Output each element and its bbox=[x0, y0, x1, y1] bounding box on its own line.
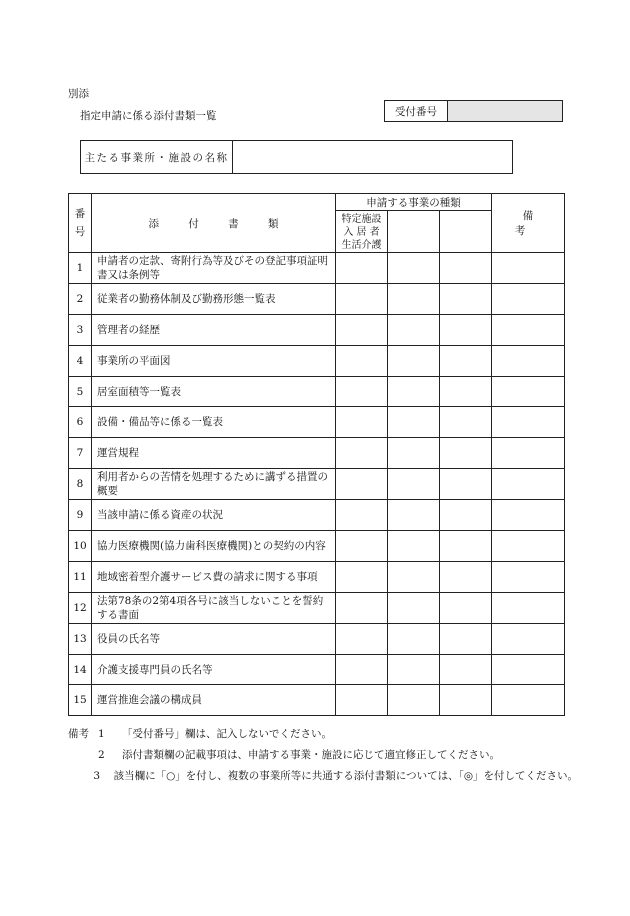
service-check-cell[interactable] bbox=[336, 654, 388, 685]
document-name: 運営規程 bbox=[92, 438, 336, 469]
service-check-cell[interactable] bbox=[336, 685, 388, 716]
service-check-cell[interactable] bbox=[440, 376, 492, 407]
document-name: 運営推進会議の構成員 bbox=[92, 685, 336, 716]
remarks-cell[interactable] bbox=[492, 469, 565, 500]
table-row bbox=[69, 592, 565, 623]
service-column-header bbox=[388, 211, 440, 253]
attachments-table bbox=[68, 193, 565, 716]
service-check-cell[interactable] bbox=[336, 561, 388, 592]
service-check-cell[interactable] bbox=[440, 469, 492, 500]
service-check-cell[interactable] bbox=[336, 314, 388, 345]
document-name: 管理者の経歴 bbox=[92, 314, 336, 345]
service-check-cell[interactable] bbox=[388, 253, 440, 284]
row-number: 4 bbox=[69, 345, 92, 376]
service-check-cell[interactable] bbox=[388, 561, 440, 592]
row-number: 12 bbox=[69, 592, 92, 623]
service-check-cell[interactable] bbox=[440, 623, 492, 654]
remarks-cell[interactable] bbox=[492, 623, 565, 654]
note-text: 該当欄に「○」を付し、複数の事業所等に共通する添付書類については、「◎」を付してください。 bbox=[113, 770, 578, 782]
remarks-cell[interactable] bbox=[492, 500, 565, 531]
service-check-cell[interactable] bbox=[440, 561, 492, 592]
document-name: 居室面積等一覧表 bbox=[92, 376, 336, 407]
row-number: 5 bbox=[69, 376, 92, 407]
service-check-cell[interactable] bbox=[388, 407, 440, 438]
service-check-cell[interactable] bbox=[440, 407, 492, 438]
service-check-cell[interactable] bbox=[388, 623, 440, 654]
document-name: 地域密着型介護サービス費の請求に関する事項 bbox=[92, 561, 336, 592]
receipt-number-box bbox=[384, 100, 563, 122]
document-name: 従業者の勤務体制及び勤務形態一覧表 bbox=[92, 283, 336, 314]
service-column-header bbox=[336, 211, 388, 253]
service-check-cell[interactable] bbox=[440, 685, 492, 716]
document-name: 事業所の平面図 bbox=[92, 345, 336, 376]
row-number: 15 bbox=[69, 685, 92, 716]
service-check-cell[interactable] bbox=[388, 376, 440, 407]
document-name: 当該申請に係る資産の状況 bbox=[92, 500, 336, 531]
table-row bbox=[69, 314, 565, 345]
facility-name-field[interactable] bbox=[233, 141, 512, 173]
service-check-cell[interactable] bbox=[336, 283, 388, 314]
row-number: 14 bbox=[69, 654, 92, 685]
notes-prefix: 備考 bbox=[68, 728, 89, 740]
note-number: 1 bbox=[98, 727, 105, 740]
receipt-number-label: 受付番号 bbox=[385, 101, 448, 121]
row-number: 8 bbox=[69, 469, 92, 500]
remarks-cell[interactable] bbox=[492, 654, 565, 685]
table-row bbox=[69, 345, 565, 376]
service-check-cell[interactable] bbox=[440, 283, 492, 314]
row-number: 11 bbox=[69, 561, 92, 592]
service-check-cell[interactable] bbox=[388, 531, 440, 562]
table-row bbox=[69, 654, 565, 685]
service-check-cell[interactable] bbox=[388, 654, 440, 685]
document-header-label: 添 付 書 類 bbox=[148, 217, 292, 230]
note-number: 3 bbox=[93, 769, 101, 782]
row-number: 9 bbox=[69, 500, 92, 531]
service-check-cell[interactable] bbox=[336, 500, 388, 531]
services-group-header: 申請する事業の種類 bbox=[336, 194, 492, 211]
table-row bbox=[69, 376, 565, 407]
note-text: 「受付番号」欄は、記入しないでください。 bbox=[122, 728, 332, 740]
remarks-header-label: 備 考 bbox=[514, 210, 550, 237]
document-header bbox=[92, 194, 336, 253]
service-check-cell[interactable] bbox=[440, 531, 492, 562]
remarks-cell[interactable] bbox=[492, 253, 565, 284]
receipt-number-field[interactable] bbox=[448, 101, 562, 121]
table-row bbox=[69, 561, 565, 592]
remarks-cell[interactable] bbox=[492, 561, 565, 592]
service-check-cell[interactable] bbox=[388, 685, 440, 716]
row-number: 2 bbox=[69, 283, 92, 314]
table-row bbox=[69, 685, 565, 716]
table-row bbox=[69, 623, 565, 654]
document-name: 協力医療機関(協力歯科医療機関)との契約の内容 bbox=[92, 531, 336, 562]
table-row bbox=[69, 500, 565, 531]
service-name-line: 生活介護 bbox=[341, 240, 382, 251]
table-row bbox=[69, 253, 565, 284]
service-check-cell[interactable] bbox=[388, 283, 440, 314]
remarks-cell[interactable] bbox=[492, 314, 565, 345]
note-number: 2 bbox=[98, 748, 105, 761]
service-check-cell[interactable] bbox=[388, 345, 440, 376]
facility-name-label: 主たる事業所・施設の名称 bbox=[81, 141, 233, 173]
table-row bbox=[69, 531, 565, 562]
note-item bbox=[68, 723, 578, 744]
service-check-cell[interactable] bbox=[388, 438, 440, 469]
service-check-cell[interactable] bbox=[336, 623, 388, 654]
service-check-cell[interactable] bbox=[336, 531, 388, 562]
service-check-cell[interactable] bbox=[336, 253, 388, 284]
row-number: 1 bbox=[69, 253, 92, 284]
service-check-cell[interactable] bbox=[440, 592, 492, 623]
remarks-cell[interactable] bbox=[492, 407, 565, 438]
remarks-header bbox=[492, 194, 565, 253]
service-name-line: 入 居 者 bbox=[343, 227, 380, 238]
service-check-cell[interactable] bbox=[388, 314, 440, 345]
service-check-cell[interactable] bbox=[388, 469, 440, 500]
service-check-cell[interactable] bbox=[336, 345, 388, 376]
row-number: 10 bbox=[69, 531, 92, 562]
table-row bbox=[69, 438, 565, 469]
service-check-cell[interactable] bbox=[388, 592, 440, 623]
table-row bbox=[69, 407, 565, 438]
remarks-cell[interactable] bbox=[492, 531, 565, 562]
table-row bbox=[69, 469, 565, 500]
service-check-cell[interactable] bbox=[440, 345, 492, 376]
table-row bbox=[69, 283, 565, 314]
row-number: 6 bbox=[69, 407, 92, 438]
remarks-cell[interactable] bbox=[492, 345, 565, 376]
facility-name-box bbox=[80, 140, 513, 174]
remarks-cell[interactable] bbox=[492, 592, 565, 623]
row-number: 13 bbox=[69, 623, 92, 654]
remarks-cell[interactable] bbox=[492, 685, 565, 716]
remarks-cell[interactable] bbox=[492, 438, 565, 469]
number-header bbox=[69, 194, 92, 253]
document-name: 利用者からの苦情を処理するために講ずる措置の概要 bbox=[92, 469, 336, 500]
remarks-cell[interactable] bbox=[492, 376, 565, 407]
attachment-label: 別添 bbox=[68, 88, 89, 100]
service-check-cell[interactable] bbox=[440, 314, 492, 345]
document-name: 設備・備品等に係る一覧表 bbox=[92, 407, 336, 438]
page-title: 指定申請に係る添付書類一覧 bbox=[80, 110, 217, 122]
number-header-char: 番 bbox=[74, 208, 86, 220]
service-check-cell[interactable] bbox=[336, 592, 388, 623]
service-check-cell[interactable] bbox=[336, 407, 388, 438]
row-number: 7 bbox=[69, 438, 92, 469]
service-check-cell[interactable] bbox=[388, 500, 440, 531]
service-check-cell[interactable] bbox=[336, 469, 388, 500]
number-header-char: 号 bbox=[74, 226, 86, 238]
document-name: 申請者の定款、寄附行為等及びその登記事項証明書又は条例等 bbox=[92, 253, 336, 284]
service-check-cell[interactable] bbox=[440, 253, 492, 284]
service-name-line: 特定施設 bbox=[341, 214, 382, 225]
service-check-cell[interactable] bbox=[440, 500, 492, 531]
notes-section bbox=[68, 723, 578, 786]
note-text: 添付書類欄の記載事項は、申請する事業・施設に応じて適宜修正してください。 bbox=[122, 749, 500, 761]
row-number: 3 bbox=[69, 314, 92, 345]
document-name: 法第78条の2第4項各号に該当しないことを誓約する書面 bbox=[92, 592, 336, 623]
document-name: 役員の氏名等 bbox=[92, 623, 336, 654]
service-check-cell[interactable] bbox=[440, 654, 492, 685]
remarks-cell[interactable] bbox=[492, 283, 565, 314]
document-name: 介護支援専門員の氏名等 bbox=[92, 654, 336, 685]
service-column-header bbox=[440, 211, 492, 253]
note-item bbox=[68, 765, 578, 786]
service-check-cell[interactable] bbox=[336, 438, 388, 469]
service-check-cell[interactable] bbox=[440, 438, 492, 469]
note-item bbox=[68, 744, 578, 765]
service-check-cell[interactable] bbox=[336, 376, 388, 407]
